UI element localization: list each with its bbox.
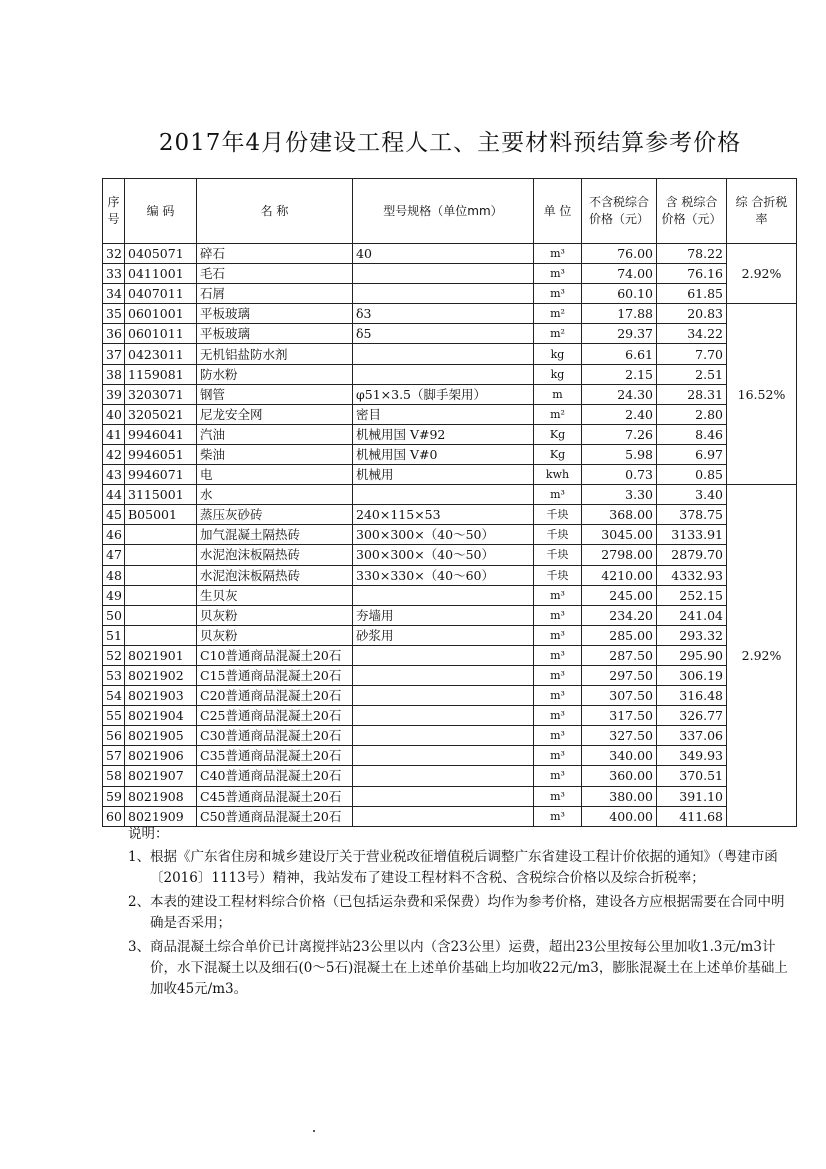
cell-price-excl: 400.00 <box>582 806 657 826</box>
cell-spec <box>353 264 534 284</box>
cell-name: C20普通商品混凝土20石 <box>197 686 353 706</box>
cell-no: 55 <box>103 706 125 726</box>
table-body <box>103 244 797 827</box>
cell-no: 32 <box>103 244 125 264</box>
cell-unit: m³ <box>534 605 582 625</box>
cell-no: 45 <box>103 505 125 525</box>
cell-spec <box>353 344 534 364</box>
cell-no: 39 <box>103 384 125 404</box>
cell-no: 48 <box>103 565 125 585</box>
cell-name: 钢管 <box>197 384 353 404</box>
cell-code: 8021909 <box>125 806 197 826</box>
table-row <box>103 264 797 284</box>
cell-spec: 机械用 <box>353 465 534 485</box>
cell-name: C10普通商品混凝土20石 <box>197 645 353 665</box>
table-row <box>103 746 797 766</box>
cell-price-excl: 76.00 <box>582 244 657 264</box>
price-table <box>102 178 797 827</box>
table-row <box>103 706 797 726</box>
cell-name: C25普通商品混凝土20石 <box>197 706 353 726</box>
cell-price-incl: 241.04 <box>657 605 727 625</box>
cell-unit: Kg <box>534 444 582 464</box>
cell-price-excl: 297.50 <box>582 665 657 685</box>
cell-code: 8021903 <box>125 686 197 706</box>
cell-no: 60 <box>103 806 125 826</box>
cell-rate: 2.92% <box>727 485 797 827</box>
cell-unit: m³ <box>534 726 582 746</box>
table-row <box>103 786 797 806</box>
cell-spec: δ3 <box>353 304 534 324</box>
table-row <box>103 665 797 685</box>
table-row <box>103 244 797 264</box>
cell-name: 贝灰粉 <box>197 605 353 625</box>
cell-unit: m³ <box>534 665 582 685</box>
header-price-excl: 不含税综合价格（元） <box>582 179 657 244</box>
cell-name: 加气混凝土隔热砖 <box>197 525 353 545</box>
cell-code: 0601011 <box>125 324 197 344</box>
cell-unit: 千块 <box>534 545 582 565</box>
cell-no: 42 <box>103 444 125 464</box>
cell-code: 0411001 <box>125 264 197 284</box>
cell-price-incl: 337.06 <box>657 726 727 746</box>
cell-code <box>125 625 197 645</box>
cell-price-incl: 34.22 <box>657 324 727 344</box>
cell-price-excl: 307.50 <box>582 686 657 706</box>
note-item <box>128 937 788 1000</box>
table-row <box>103 625 797 645</box>
cell-spec <box>353 706 534 726</box>
cell-no: 52 <box>103 645 125 665</box>
cell-price-excl: 287.50 <box>582 645 657 665</box>
cell-price-excl: 2.40 <box>582 404 657 424</box>
cell-code: 8021902 <box>125 665 197 685</box>
cell-price-incl: 378.75 <box>657 505 727 525</box>
cell-code <box>125 525 197 545</box>
table-row <box>103 565 797 585</box>
cell-unit: 千块 <box>534 505 582 525</box>
cell-name: 碎石 <box>197 244 353 264</box>
cell-price-incl: 4332.93 <box>657 565 727 585</box>
cell-price-incl: 370.51 <box>657 766 727 786</box>
cell-price-excl: 340.00 <box>582 746 657 766</box>
cell-code <box>125 605 197 625</box>
cell-price-excl: 327.50 <box>582 726 657 746</box>
cell-price-incl: 349.93 <box>657 746 727 766</box>
cell-price-excl: 5.98 <box>582 444 657 464</box>
cell-no: 38 <box>103 364 125 384</box>
cell-spec: 机械用国 V#92 <box>353 424 534 444</box>
cell-name: 水泥泡沫板隔热砖 <box>197 565 353 585</box>
cell-spec: 机械用国 V#0 <box>353 444 534 464</box>
cell-price-incl: 306.19 <box>657 665 727 685</box>
cell-code: 8021901 <box>125 645 197 665</box>
cell-code: 9946071 <box>125 465 197 485</box>
cell-code: 0601001 <box>125 304 197 324</box>
cell-unit: m³ <box>534 706 582 726</box>
cell-name: C35普通商品混凝土20石 <box>197 746 353 766</box>
cell-spec <box>353 645 534 665</box>
table-row <box>103 525 797 545</box>
cell-price-incl: 3.40 <box>657 485 727 505</box>
cell-spec: δ5 <box>353 324 534 344</box>
cell-price-incl: 61.85 <box>657 284 727 304</box>
cell-spec: φ51×3.5（脚手架用） <box>353 384 534 404</box>
table-row <box>103 324 797 344</box>
cell-name: 防水粉 <box>197 364 353 384</box>
cell-name: 汽油 <box>197 424 353 444</box>
cell-unit: kg <box>534 364 582 384</box>
cell-spec: 240×115×53 <box>353 505 534 525</box>
table-row <box>103 384 797 404</box>
header-unit: 单 位 <box>534 179 582 244</box>
cell-unit: m² <box>534 404 582 424</box>
table-row <box>103 605 797 625</box>
cell-no: 58 <box>103 766 125 786</box>
cell-spec <box>353 766 534 786</box>
table-row <box>103 766 797 786</box>
cell-no: 59 <box>103 786 125 806</box>
cell-name: 蒸压灰砂砖 <box>197 505 353 525</box>
cell-code: 8021907 <box>125 766 197 786</box>
cell-price-excl: 3045.00 <box>582 525 657 545</box>
cell-unit: m³ <box>534 264 582 284</box>
cell-spec <box>353 284 534 304</box>
note-number: 1、 <box>128 849 151 865</box>
cell-name: 柴油 <box>197 444 353 464</box>
cell-name: 生贝灰 <box>197 585 353 605</box>
cell-code: 8021908 <box>125 786 197 806</box>
cell-name: C15普通商品混凝土20石 <box>197 665 353 685</box>
cell-no: 56 <box>103 726 125 746</box>
table-row <box>103 304 797 324</box>
table-row <box>103 505 797 525</box>
cell-price-incl: 78.22 <box>657 244 727 264</box>
notes-list <box>128 847 788 1000</box>
cell-spec: 密目 <box>353 404 534 424</box>
cell-name: 电 <box>197 465 353 485</box>
cell-code: 0407011 <box>125 284 197 304</box>
table-row <box>103 645 797 665</box>
header-price-incl: 含 税综合价格（元） <box>657 179 727 244</box>
cell-unit: m³ <box>534 645 582 665</box>
cell-name: 石屑 <box>197 284 353 304</box>
cell-no: 51 <box>103 625 125 645</box>
cell-name: 贝灰粉 <box>197 625 353 645</box>
cell-code: 8021906 <box>125 746 197 766</box>
cell-price-incl: 326.77 <box>657 706 727 726</box>
table-row <box>103 284 797 304</box>
cell-price-excl: 285.00 <box>582 625 657 645</box>
cell-spec <box>353 485 534 505</box>
cell-spec <box>353 364 534 384</box>
cell-code <box>125 565 197 585</box>
cell-no: 35 <box>103 304 125 324</box>
cell-spec: 300×300×（40～50） <box>353 525 534 545</box>
table-row <box>103 424 797 444</box>
cell-price-excl: 74.00 <box>582 264 657 284</box>
notes-heading: 说明： <box>128 826 169 842</box>
cell-no: 37 <box>103 344 125 364</box>
cell-name: 水泥泡沫板隔热砖 <box>197 545 353 565</box>
cell-spec <box>353 686 534 706</box>
cell-price-excl: 17.88 <box>582 304 657 324</box>
cell-no: 54 <box>103 686 125 706</box>
cell-spec: 330×330×（40～60） <box>353 565 534 585</box>
cell-price-excl: 317.50 <box>582 706 657 726</box>
cell-unit: m³ <box>534 485 582 505</box>
cell-price-incl: 8.46 <box>657 424 727 444</box>
cell-no: 41 <box>103 424 125 444</box>
cell-price-excl: 29.37 <box>582 324 657 344</box>
cell-unit: m³ <box>534 686 582 706</box>
cell-price-excl: 380.00 <box>582 786 657 806</box>
cell-spec: 夯墙用 <box>353 605 534 625</box>
cell-no: 47 <box>103 545 125 565</box>
cell-unit: kg <box>534 344 582 364</box>
cell-price-excl: 2.15 <box>582 364 657 384</box>
cell-code: 0405071 <box>125 244 197 264</box>
cell-price-excl: 2798.00 <box>582 545 657 565</box>
cell-spec: 40 <box>353 244 534 264</box>
cell-price-incl: 6.97 <box>657 444 727 464</box>
cell-unit: m³ <box>534 766 582 786</box>
scan-dot <box>313 1130 315 1132</box>
cell-price-incl: 295.90 <box>657 645 727 665</box>
table-row <box>103 485 797 505</box>
cell-no: 57 <box>103 746 125 766</box>
cell-unit: m <box>534 384 582 404</box>
cell-price-incl: 391.10 <box>657 786 727 806</box>
cell-no: 46 <box>103 525 125 545</box>
cell-no: 34 <box>103 284 125 304</box>
table-row <box>103 686 797 706</box>
cell-unit: m³ <box>534 625 582 645</box>
note-text: 商品混凝土综合单价已计离搅拌站23公里以内（含23公里）运费，超出23公里按每公里加收1.3元/m3计价，水下混凝土以及细石(0～5石)混凝土在上述单价基础上均加收22元/m3，膨胀混凝土在上述单价基础上加收45元/m3。 <box>150 939 788 997</box>
cell-name: C40普通商品混凝土20石 <box>197 766 353 786</box>
cell-no: 40 <box>103 404 125 424</box>
table-row <box>103 726 797 746</box>
table-row <box>103 404 797 424</box>
cell-price-incl: 293.32 <box>657 625 727 645</box>
table-row <box>103 444 797 464</box>
table-row <box>103 585 797 605</box>
note-text: 本表的建设工程材料综合价格（已包括运杂费和采保费）均作为参考价格，建设各方应根据需要在合同中明确是否采用； <box>150 894 785 931</box>
cell-price-incl: 7.70 <box>657 344 727 364</box>
cell-code: 1159081 <box>125 364 197 384</box>
cell-name: 水 <box>197 485 353 505</box>
note-number: 2、 <box>128 894 151 910</box>
cell-price-excl: 3.30 <box>582 485 657 505</box>
cell-price-incl: 2.80 <box>657 404 727 424</box>
cell-unit: kwh <box>534 465 582 485</box>
cell-no: 36 <box>103 324 125 344</box>
cell-name: 平板玻璃 <box>197 304 353 324</box>
cell-rate: 2.92% <box>727 244 797 304</box>
cell-no: 53 <box>103 665 125 685</box>
cell-code: 3205021 <box>125 404 197 424</box>
note-number: 3、 <box>128 939 151 955</box>
table-row <box>103 465 797 485</box>
cell-unit: 千块 <box>534 565 582 585</box>
cell-unit: m² <box>534 304 582 324</box>
cell-rate: 16.52% <box>727 304 797 485</box>
cell-price-incl: 0.85 <box>657 465 727 485</box>
cell-spec <box>353 726 534 746</box>
cell-name: C45普通商品混凝土20石 <box>197 786 353 806</box>
cell-code: 8021905 <box>125 726 197 746</box>
cell-code: 3115001 <box>125 485 197 505</box>
notes <box>128 824 788 1003</box>
cell-code: 9946041 <box>125 424 197 444</box>
cell-price-excl: 234.20 <box>582 605 657 625</box>
cell-name: C50普通商品混凝土20石 <box>197 806 353 826</box>
cell-price-excl: 7.26 <box>582 424 657 444</box>
cell-price-excl: 368.00 <box>582 505 657 525</box>
cell-price-excl: 24.30 <box>582 384 657 404</box>
cell-price-excl: 360.00 <box>582 766 657 786</box>
cell-spec: 砂浆用 <box>353 625 534 645</box>
cell-no: 43 <box>103 465 125 485</box>
header-rate: 综 合折税率 <box>727 179 797 244</box>
cell-unit: Kg <box>534 424 582 444</box>
cell-unit: m³ <box>534 585 582 605</box>
note-item <box>128 892 788 934</box>
cell-price-excl: 6.61 <box>582 344 657 364</box>
cell-code: B05001 <box>125 505 197 525</box>
cell-spec <box>353 665 534 685</box>
cell-spec <box>353 746 534 766</box>
cell-price-incl: 3133.91 <box>657 525 727 545</box>
table-row <box>103 344 797 364</box>
cell-name: C30普通商品混凝土20石 <box>197 726 353 746</box>
cell-price-incl: 411.68 <box>657 806 727 826</box>
header-name: 名 称 <box>197 179 353 244</box>
cell-unit: 千块 <box>534 525 582 545</box>
cell-price-incl: 2.51 <box>657 364 727 384</box>
cell-price-incl: 20.83 <box>657 304 727 324</box>
cell-no: 33 <box>103 264 125 284</box>
cell-name: 毛石 <box>197 264 353 284</box>
cell-price-incl: 76.16 <box>657 264 727 284</box>
cell-unit: m² <box>534 324 582 344</box>
cell-price-excl: 60.10 <box>582 284 657 304</box>
cell-code: 3203071 <box>125 384 197 404</box>
cell-price-incl: 2879.70 <box>657 545 727 565</box>
cell-code <box>125 545 197 565</box>
header-no: 序号 <box>103 179 125 244</box>
table-row <box>103 545 797 565</box>
header-spec: 型号规格（单位mm） <box>353 179 534 244</box>
header-row <box>103 179 797 244</box>
cell-name: 尼龙安全网 <box>197 404 353 424</box>
cell-price-incl: 252.15 <box>657 585 727 605</box>
cell-unit: m³ <box>534 786 582 806</box>
cell-spec: 300×300×（40～50） <box>353 545 534 565</box>
cell-code: 8021904 <box>125 706 197 726</box>
cell-unit: m³ <box>534 806 582 826</box>
cell-code <box>125 585 197 605</box>
cell-name: 无机铝盐防水剂 <box>197 344 353 364</box>
cell-code: 0423011 <box>125 344 197 364</box>
cell-unit: m³ <box>534 244 582 264</box>
cell-spec <box>353 585 534 605</box>
cell-spec <box>353 786 534 806</box>
cell-price-excl: 4210.00 <box>582 565 657 585</box>
cell-code: 9946051 <box>125 444 197 464</box>
table-row <box>103 364 797 384</box>
cell-no: 50 <box>103 605 125 625</box>
cell-no: 49 <box>103 585 125 605</box>
note-item <box>128 847 788 889</box>
cell-price-excl: 0.73 <box>582 465 657 485</box>
note-text: 根据《广东省住房和城乡建设厅关于营业税改征增值税后调整广东省建设工程计价依据的通知》（粤建市函〔2016〕1113号）精神，我站发布了建设工程材料不含税、含税综合价格以及综合折税率； <box>150 849 778 886</box>
cell-price-excl: 245.00 <box>582 585 657 605</box>
cell-price-incl: 28.31 <box>657 384 727 404</box>
cell-name: 平板玻璃 <box>197 324 353 344</box>
page-title: 2017年4月份建设工程人工、主要材料预结算参考价格 <box>158 130 742 156</box>
header-code: 编 码 <box>125 179 197 244</box>
cell-unit: m³ <box>534 746 582 766</box>
cell-no: 44 <box>103 485 125 505</box>
cell-unit: m³ <box>534 284 582 304</box>
cell-price-incl: 316.48 <box>657 686 727 706</box>
